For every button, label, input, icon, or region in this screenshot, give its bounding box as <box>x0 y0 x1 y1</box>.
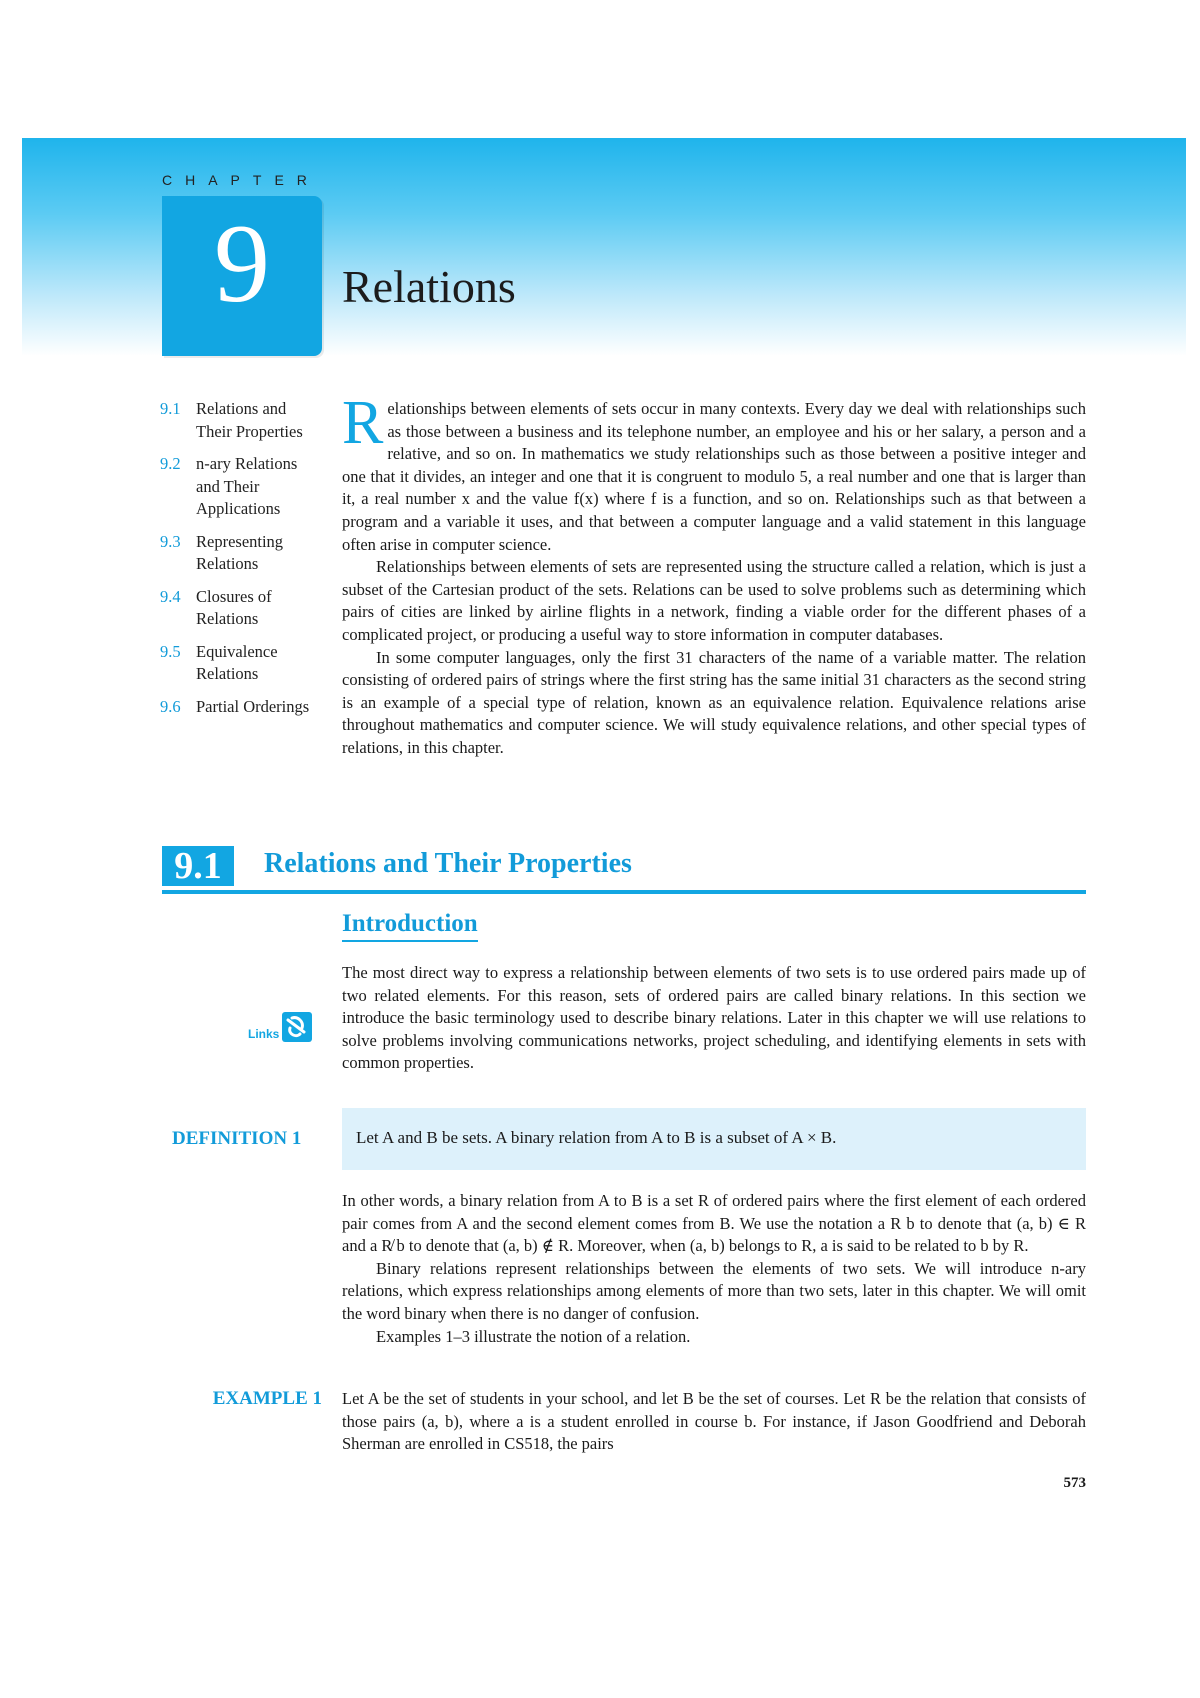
toc-item[interactable] <box>160 453 320 521</box>
intro-paragraph <box>342 389 1086 556</box>
definition-box <box>342 1108 1086 1170</box>
body-paragraph: Binary relations represent relationships between the elements of two sets. We will introduce n-ary relations, which express relationships among elements of more than two sets, later in this chapter. We will omit the word binary when there is no danger of confusion. <box>342 1258 1086 1323</box>
toc-item[interactable] <box>160 696 320 719</box>
definition-discussion <box>342 1190 1086 1348</box>
intro-paragraph: In some computer languages, only the first 31 characters of the name of a variable matter. The relation consisting of ordered pairs of strings where the first string has the same initial 31 characters as the second string is an example of a special type of relation, known as an equivalence relation. Equivalence relations arise throughout mathematics and computer science. We will study equivalence relations, and other special types of relations, in this chapter. <box>342 647 1086 757</box>
toc-item[interactable] <box>160 586 320 631</box>
links-icon-label: Links <box>248 1027 280 1041</box>
section-body <box>342 962 1086 1075</box>
body-paragraph: Examples 1–3 illustrate the notion of a relation. <box>376 1326 691 1346</box>
toc-item-number: 9.1 <box>160 399 181 418</box>
toc-item-label: Equivalence Relations <box>196 641 278 683</box>
example-label: EXAMPLE 1 <box>212 1388 322 1409</box>
intro-paragraph-text: elationships between elements of sets occur in many contexts. Every day we deal with relationships such as those between a business and its telephone number, an employee and his or her salary, a person and a relative, and so on. In mathematics we study relationships such as those between a positive integer and one that it divides, an integer and one that it is congruent to modulo 5, a real number and one that is larger than it, a real number x and the value f(x) where f is a function, and so on. Relationships such as that between a program and a variable it uses, and that between a computer language and a valid statement in this language often arise in computer science. <box>342 399 1086 554</box>
chapter-number: 9 <box>214 202 270 326</box>
toc-item[interactable] <box>160 398 320 443</box>
section-number: 9.1 <box>162 846 234 886</box>
subsection-heading: Introduction <box>342 910 478 942</box>
toc-item-label: Partial Orderings <box>196 696 310 716</box>
intro-paragraph: Relationships between elements of sets are represented using the structure called a relation, which is just a subset of the Cartesian product of the sets. Relations can be used to solve problems such as determining which pairs of cities are linked by airline flights in a network, finding a viable order for the different phases of a complicated project, or producing a useful way to store information in computer databases. <box>342 557 1086 644</box>
definition-text: Let A and B be sets. A binary relation from A to B is a subset of A × B. <box>356 1128 837 1147</box>
toc-item-label: Representing Relations <box>196 531 284 573</box>
toc-item[interactable] <box>160 641 320 686</box>
toc-item-label: Closures of Relations <box>196 586 272 628</box>
chapter-toc <box>160 398 320 728</box>
example-text <box>342 1388 1086 1456</box>
definition-label: DEFINITION 1 <box>172 1128 302 1149</box>
toc-item-number: 9.4 <box>160 586 181 606</box>
section-title: Relations and Their Properties <box>264 848 632 879</box>
chapter-label: CHAPTER <box>162 172 320 188</box>
toc-item-number: 9.3 <box>160 531 181 551</box>
section-heading <box>162 846 1086 896</box>
toc-item-label: Relations and Their Properties <box>196 399 303 441</box>
toc-item-number: 9.2 <box>160 454 181 473</box>
chapter-title: Relations <box>342 261 516 312</box>
chapter-introduction <box>342 389 1086 760</box>
drop-cap: R <box>342 389 384 457</box>
body-paragraph: In other words, a binary relation from A to B is a set R of ordered pairs where the first element of each ordered pair comes from A and the second element comes from B. We use the notation a R b to denote that (a, b) ∈ R and a R̸ b to denote that (a, b) ∉ R. Moreover, when (a, b) belongs to R, a is said to be related to b by R. <box>342 1191 1086 1256</box>
example-paragraph: Let A be the set of students in your school, and let B be the set of courses. Let R be the relation that consists of those pairs (a, b), where a is a student enrolled in course b. For instance, if Jason Goodfriend and Deborah Sherman are enrolled in CS518, the pairs <box>342 1389 1086 1454</box>
toc-item-number: 9.5 <box>160 641 181 661</box>
chapter-number-box <box>162 196 322 356</box>
links-icon[interactable] <box>246 1006 318 1046</box>
toc-item-number: 9.6 <box>160 696 181 716</box>
page-number: 573 <box>1063 1475 1086 1491</box>
section-paragraph: The most direct way to express a relationship between elements of two sets is to use ordered pairs made up of two related elements. For this reason, sets of ordered pairs are called binary relations. In this section we introduce the basic terminology used to describe binary relations. Later in this chapter we will use relations to solve problems involving communications networks, project scheduling, and identifying elements in sets with common properties. <box>342 963 1086 1073</box>
toc-item-label: n-ary Relations and Their Applications <box>196 454 298 518</box>
section-rule <box>162 890 1086 894</box>
toc-item[interactable] <box>160 531 320 576</box>
